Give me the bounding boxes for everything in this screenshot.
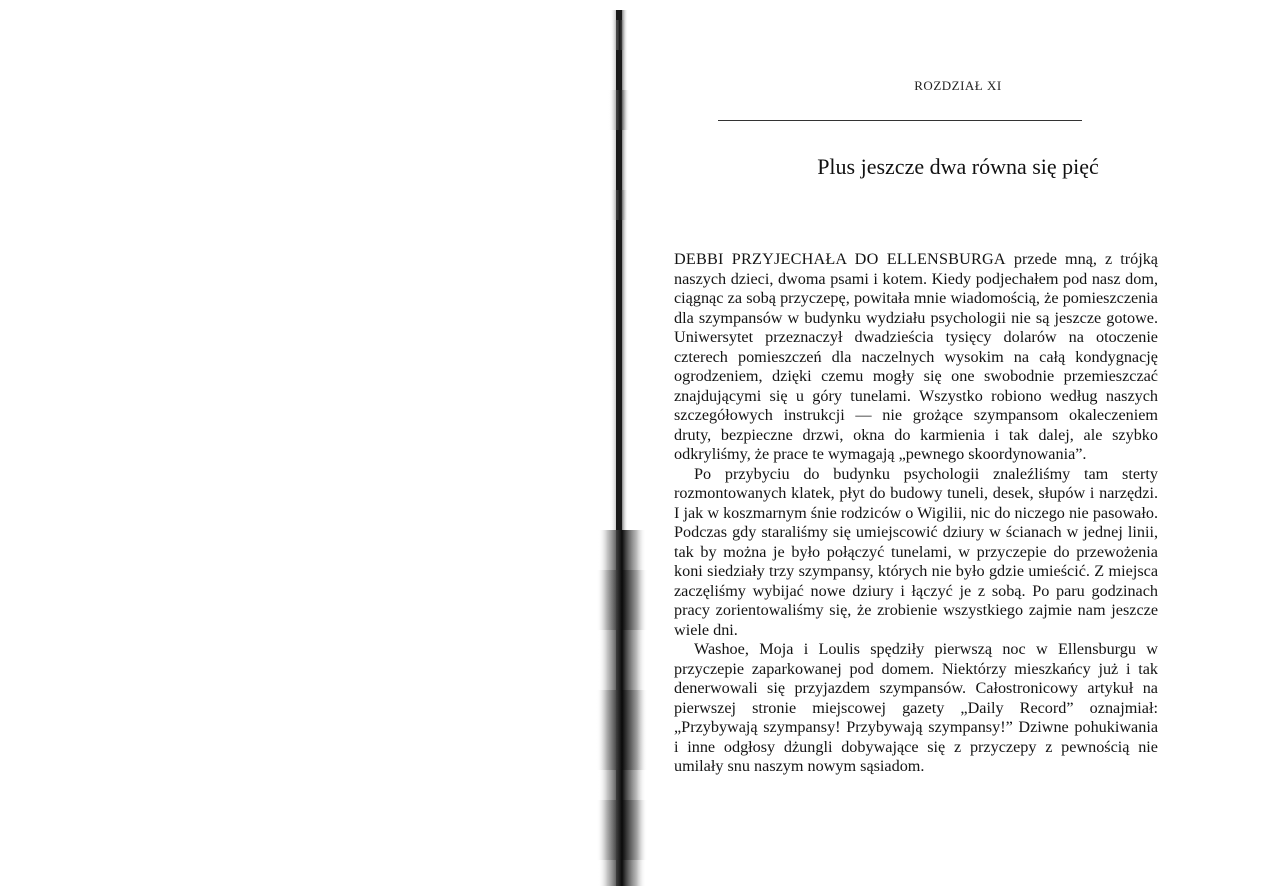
chapter-title: Plus jeszcze dwa równa się pięć bbox=[817, 154, 1099, 179]
paragraph-1 bbox=[674, 250, 1158, 465]
chapter-body bbox=[674, 250, 1158, 777]
book-binding-shadow bbox=[596, 10, 648, 886]
right-page bbox=[648, 0, 1262, 894]
paragraph-lead-in: DEBBI PRZYJECHAŁA DO ELLENSBURGA bbox=[674, 250, 1006, 268]
chapter-divider-rule bbox=[718, 120, 1082, 121]
chapter-label: ROZDZIAŁ XI bbox=[914, 78, 1002, 93]
paragraph-text: przede mną, z trójką naszych dzieci, dwoma psami i kotem. Kiedy podjechałem pod nasz dom, ciągnąc za sobą przyczepę, powitała mnie wiadomością, że pomieszczenia dla szympansów w budynku wydziału psychologii nie są jeszcze gotowe. Uniwersytet przeznaczył dwadzieścia tysięcy dolarów na otoczenie czterech pomieszczeń dla naczelnych wysokim na całą kondygnację ogrodzeniem, dzięki czemu mogły się one swobodnie przemieszczać znajdującymi się u góry tunelami. Wszystko robiono według naszych szczegółowych instrukcji — nie grożące szympansom okaleczeniem druty, bezpieczne drzwi, okna do karmienia i tak dalej, ale szybko odkryliśmy, że prace te wymagają „pewnego skoordynowania”. bbox=[674, 250, 1158, 463]
paragraph-3: Washoe, Moja i Loulis spędziły pierwszą noc w Ellensburgu w przyczepie zaparkowanej pod domem. Niektórzy mieszkańcy już i tak denerwowali się przyjazdem szympansów. Całostronicowy artykuł na pierwszej stronie miejscowej gazety „Daily Record” oznajmiał: „Przybywają szympansy! Przybywają szympansy!” Dziwne pohukiwania i inne odgłosy dżungli dobywające się z przyczepy z pewnością nie umilały snu naszym nowym sąsiadom. bbox=[674, 640, 1158, 775]
left-page-blank bbox=[0, 0, 600, 894]
paragraph-2: Po przybyciu do budynku psychologii znaleźliśmy tam sterty rozmontowanych klatek, płyt do budowy tuneli, desek, słupów i narzędzi. I jak w koszmarnym śnie rodziców o Wigilii, nic do niczego nie pasowało. Podczas gdy staraliśmy się umiejscowić dziury w ścianach w jednej linii, tak by można je było połączyć tunelami, w przyczepie do przewożenia koni siedziały trzy szympansy, których nie było gdzie umieścić. Z miejsca zaczęliśmy wybijać nowe dziury i łączyć je z sobą. Po paru godzinach pracy zorientowaliśmy się, że zrobienie wszystkiego zajmie nam jeszcze wiele dni. bbox=[674, 464, 1158, 639]
